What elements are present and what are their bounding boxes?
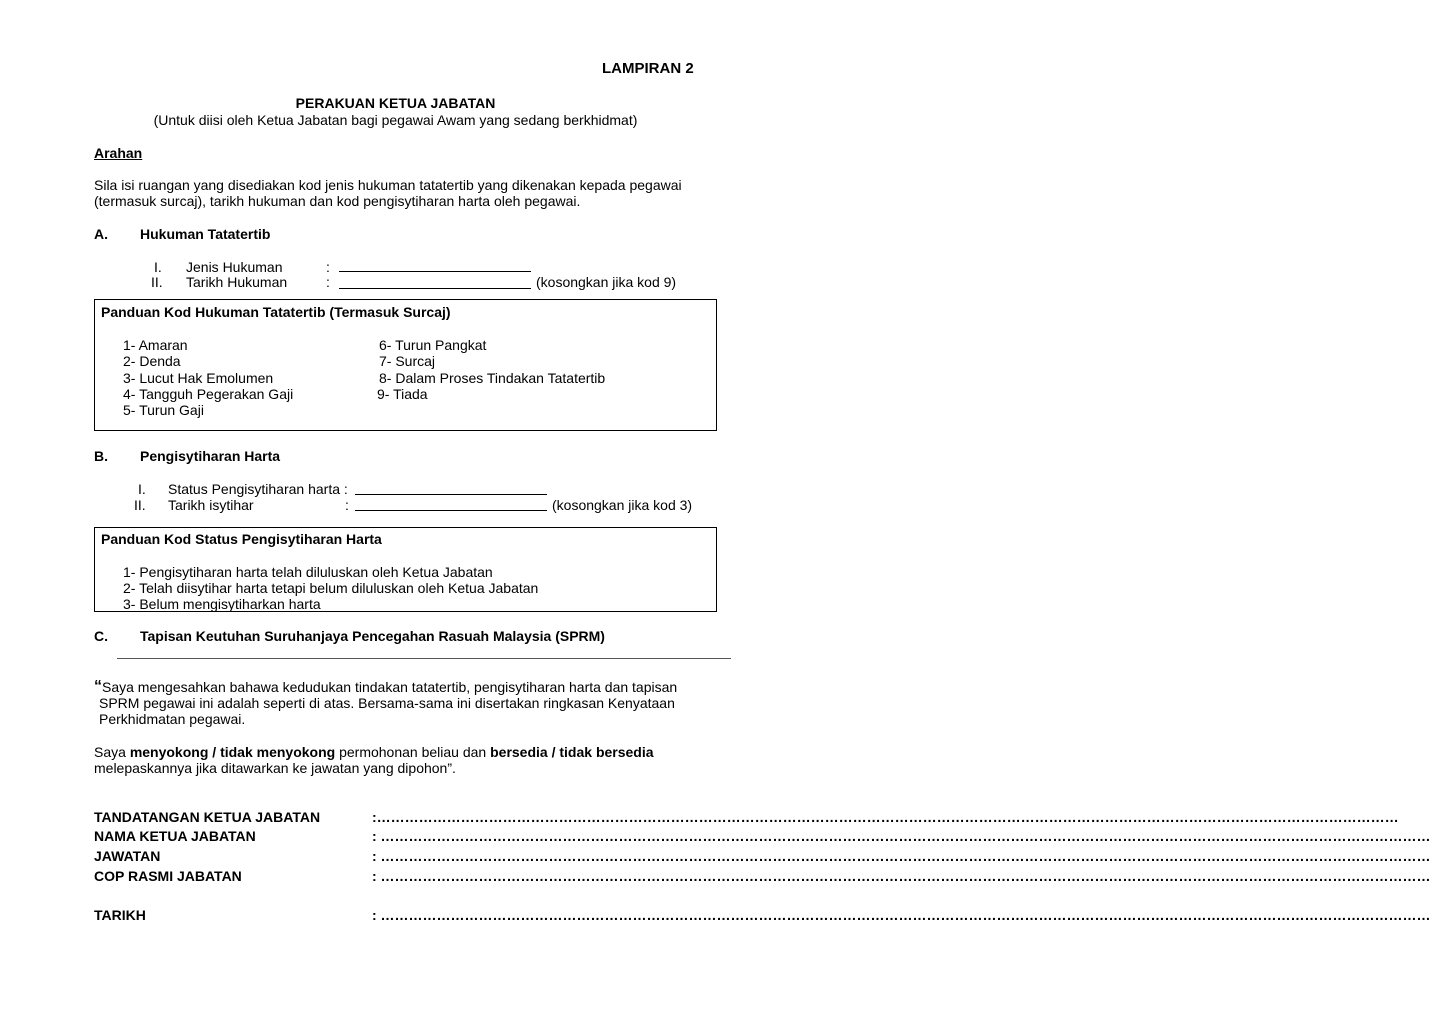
section-a-letter: A. [94,226,108,242]
sig-field-nama[interactable]: : ……………………………………………………………………………………………………………………………………………………………………………………………………… [372,828,1431,844]
code-item: 3- Belum mengisytiharkan harta [123,596,321,612]
panduan-hukuman-box [94,299,717,431]
section-b-heading: Pengisytiharan Harta [140,448,281,464]
option-bersedia: bersedia [490,744,548,760]
support-statement [94,744,654,760]
option-menyokong: menyokong [129,744,209,760]
code-item: 7- Surcaj [379,353,436,369]
page-subtitle: (Untuk diisi oleh Ketua Jabatan bagi pegawai Awam yang sedang berkhidmat) [153,112,638,128]
arahan-line-2: (termasuk surcaj), tarikh hukuman dan kod pengisytiharan harta oleh pegawai. [94,193,581,209]
code-item: 1- Amaran [123,337,188,353]
code-item: 9- Tiada [377,386,428,402]
panduan-hukuman-title: Panduan Kod Hukuman Tatatertib (Termasuk Surcaj) [101,304,451,320]
code-item: 5- Turun Gaji [123,402,204,418]
option-separator: / [547,744,560,760]
field-jenis-colon: : [326,259,330,275]
support-statement-line-2: melepaskannya jika ditawarkan ke jawatan yang dipohon”. [94,760,456,776]
tarikh-hukuman-note: (kosongkan jika kod 9) [536,274,677,290]
support-text: permohonan beliau dan [335,744,491,760]
field-tarikh-num: II. [151,274,163,290]
sig-label-jawatan: JAWATAN [94,848,161,864]
lampiran-label: LAMPIRAN 2 [602,60,694,77]
page-title: PERAKUAN KETUA JABATAN [295,95,496,111]
opening-quote: “ [94,678,102,695]
code-item: 3- Lucut Hak Emolumen [123,370,274,386]
section-c-letter: C. [94,628,108,644]
sig-field-tarikh[interactable]: : ……………………………………………………………………………………………………………………………………………………………………………………………………… [372,907,1431,923]
section-c-heading: Tapisan Keutuhan Suruhanjaya Pencegahan Rasuah Malaysia (SPRM) [140,628,605,644]
sig-field-cop[interactable]: : ……………………………………………………………………………………………………………………………………………………………………………………………………… [372,868,1431,884]
option-tidak-bersedia: tidak bersedia [559,744,654,760]
panduan-harta-title: Panduan Kod Status Pengisytiharan Harta [101,531,382,547]
field-tarikh-label: Tarikh Hukuman [186,274,288,290]
status-harta-input[interactable] [355,494,547,495]
arahan-heading: Arahan [94,145,143,161]
code-item: 2- Denda [123,353,181,369]
code-item: 6- Turun Pangkat [379,337,487,353]
section-b-letter: B. [94,448,108,464]
declaration-line-1: Saya mengesahkan bahawa kedudukan tindakan tatatertib, pengisytiharan harta dan tapisan [102,679,678,695]
sig-label-nama: NAMA KETUA JABATAN [94,828,256,844]
option-tidak-menyokong: tidak menyokong [220,744,336,760]
code-item: 1- Pengisytiharan harta telah diluluskan oleh Ketua Jabatan [123,564,493,580]
panduan-harta-box [94,527,717,612]
section-a-heading: Hukuman Tatatertib [140,226,271,242]
option-separator: / [208,744,221,760]
code-item: 4- Tangguh Pegerakan Gaji [123,386,294,402]
declaration-line-3: Perkhidmatan pegawai. [99,711,246,727]
sig-field-jawatan[interactable]: : ……………………………………………………………………………………………………………………………………………………………………………………………………… [372,848,1431,864]
field-isytihar-colon: : [345,497,349,513]
sig-field-tandatangan[interactable]: :………………………………………………………………………………………………………………………………………………………………………………………………… [372,809,1399,825]
field-tarikh-colon: : [326,274,330,290]
arahan-line-1: Sila isi ruangan yang disediakan kod jenis hukuman tatatertib yang dikenakan kepada pegawai [94,177,682,193]
declaration-line-2: SPRM pegawai ini adalah seperti di atas. Bersama-sama ini disertakan ringkasan Kenyataan [99,695,675,711]
tarikh-hukuman-input[interactable] [339,288,531,289]
field-jenis-label: Jenis Hukuman [186,259,283,275]
field-isytihar-label: Tarikh isytihar [168,497,254,513]
field-isytihar-num: II. [134,497,146,513]
tarikh-isytihar-note: (kosongkan jika kod 3) [552,497,693,513]
code-item: 2- Telah diisytihar harta tetapi belum diluluskan oleh Ketua Jabatan [123,580,539,596]
field-status-num: I. [138,481,146,497]
sig-label-cop: COP RASMI JABATAN [94,868,242,884]
code-item: 8- Dalam Proses Tindakan Tatatertib [379,370,606,386]
support-text: Saya [94,744,130,760]
field-status-label: Status Pengisytiharan harta : [168,481,348,497]
sprm-input-line[interactable] [117,658,731,659]
jenis-hukuman-input[interactable] [339,271,531,272]
sig-label-tarikh: TARIKH [94,907,146,923]
field-jenis-num: I. [154,259,162,275]
sig-label-tandatangan: TANDATANGAN KETUA JABATAN [94,809,321,825]
tarikh-isytihar-input[interactable] [355,510,547,511]
